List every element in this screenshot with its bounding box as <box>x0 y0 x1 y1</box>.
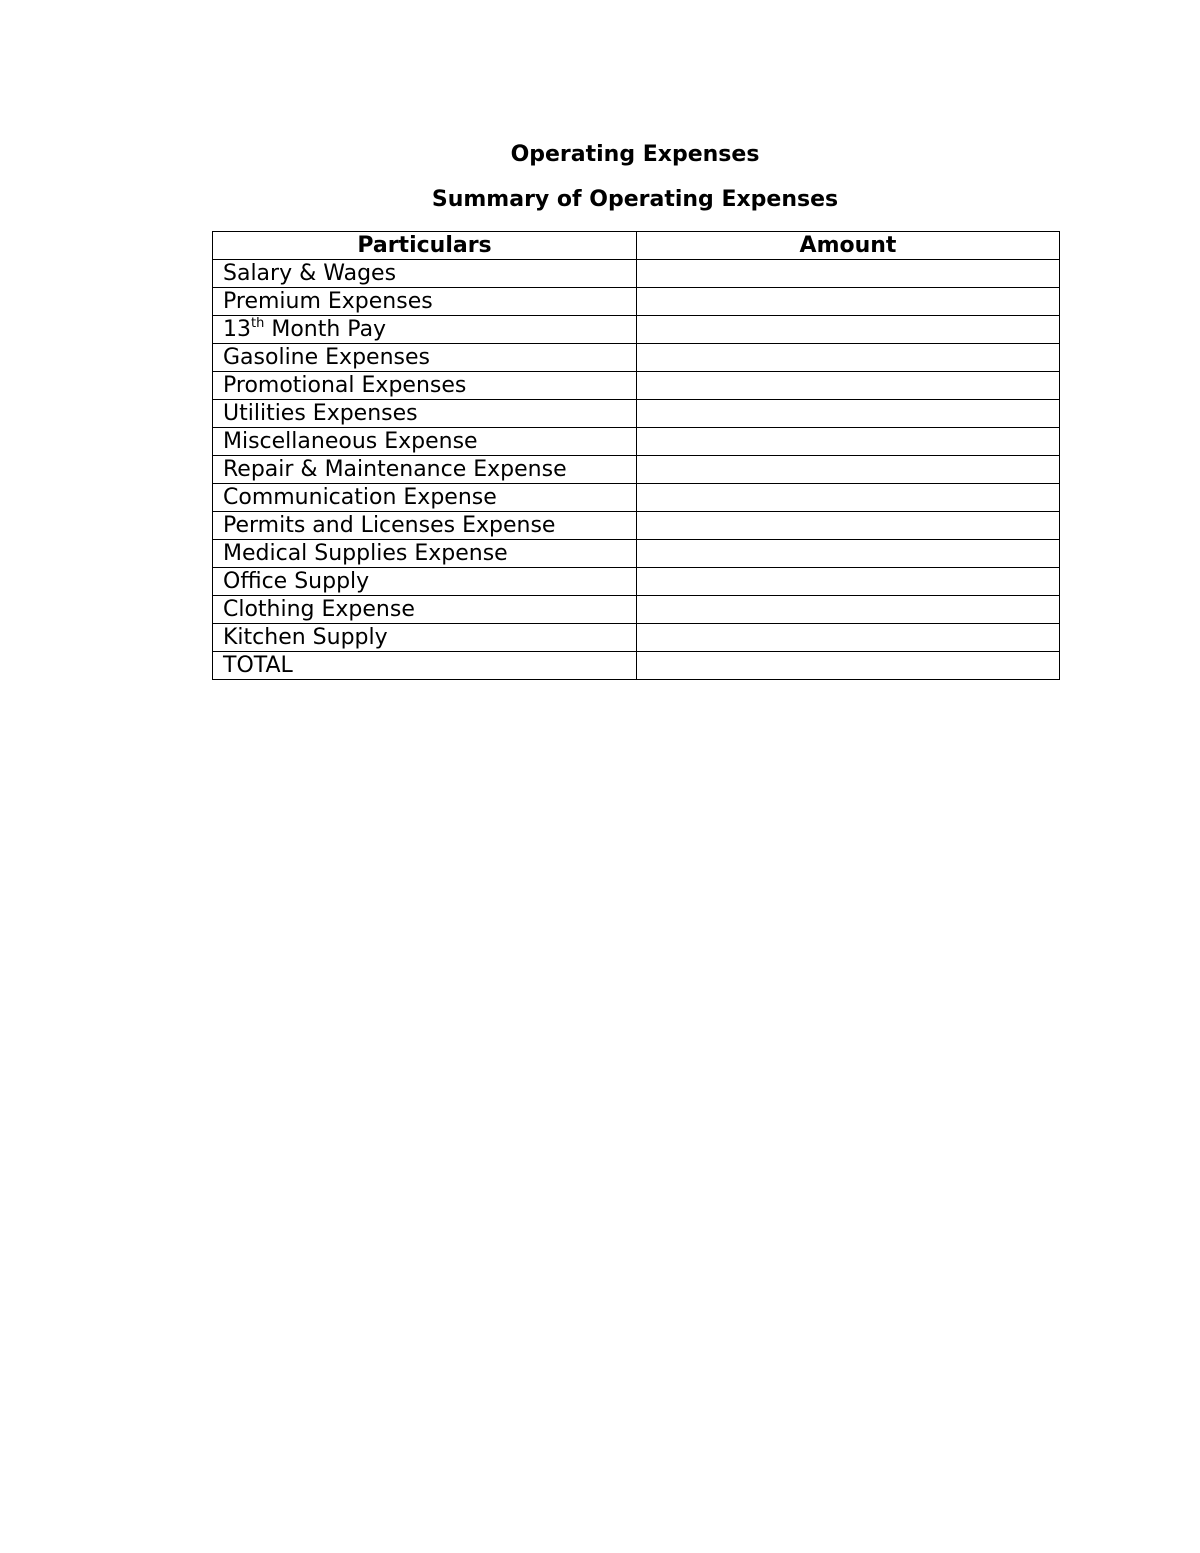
total-amount-cell <box>637 652 1060 680</box>
table-row <box>213 428 1060 456</box>
particular-name: Miscellaneous Expense <box>213 428 637 456</box>
table-row <box>213 484 1060 512</box>
amount-cell <box>637 288 1060 316</box>
amount-cell <box>637 260 1060 288</box>
amount-cell <box>637 428 1060 456</box>
amount-cell <box>637 456 1060 484</box>
table-row <box>213 456 1060 484</box>
particular-name: Utilities Expenses <box>213 400 637 428</box>
table-row <box>213 512 1060 540</box>
amount-cell <box>637 400 1060 428</box>
table-row <box>213 344 1060 372</box>
amount-cell <box>637 484 1060 512</box>
particular-name: Repair & Maintenance Expense <box>213 456 637 484</box>
amount-cell <box>637 512 1060 540</box>
column-header-amount: Amount <box>637 232 1060 260</box>
particular-name: Premium Expenses <box>213 288 637 316</box>
particular-name <box>213 316 637 344</box>
table-row <box>213 540 1060 568</box>
particular-name: Gasoline Expenses <box>213 344 637 372</box>
table-row <box>213 624 1060 652</box>
ordinal-suffix: th <box>251 315 265 331</box>
document-subtitle: Summary of Operating Expenses <box>431 187 839 212</box>
table-row <box>213 372 1060 400</box>
particular-name: Promotional Expenses <box>213 372 637 400</box>
table-row <box>213 316 1060 344</box>
total-label: TOTAL <box>213 652 637 680</box>
particular-name: Kitchen Supply <box>213 624 637 652</box>
amount-cell <box>637 372 1060 400</box>
table-row <box>213 400 1060 428</box>
particular-name: Communication Expense <box>213 484 637 512</box>
amount-cell <box>637 624 1060 652</box>
particular-name: Clothing Expense <box>213 596 637 624</box>
amount-cell <box>637 344 1060 372</box>
name-text: Month Pay <box>264 316 387 342</box>
table-row <box>213 288 1060 316</box>
particular-name: Office Supply <box>213 568 637 596</box>
amount-cell <box>637 540 1060 568</box>
document-title: Operating Expenses <box>510 142 760 167</box>
particular-name: Salary & Wages <box>213 260 637 288</box>
amount-cell <box>637 316 1060 344</box>
particular-name: Medical Supplies Expense <box>213 540 637 568</box>
table-header-row <box>213 232 1060 260</box>
amount-cell <box>637 596 1060 624</box>
particular-name: Permits and Licenses Expense <box>213 512 637 540</box>
name-number: 13 <box>223 316 251 342</box>
table-row <box>213 596 1060 624</box>
amount-cell <box>637 568 1060 596</box>
table-row <box>213 260 1060 288</box>
table-row <box>213 568 1060 596</box>
operating-expenses-table <box>212 231 1060 680</box>
total-row <box>213 652 1060 680</box>
column-header-particulars: Particulars <box>213 232 637 260</box>
